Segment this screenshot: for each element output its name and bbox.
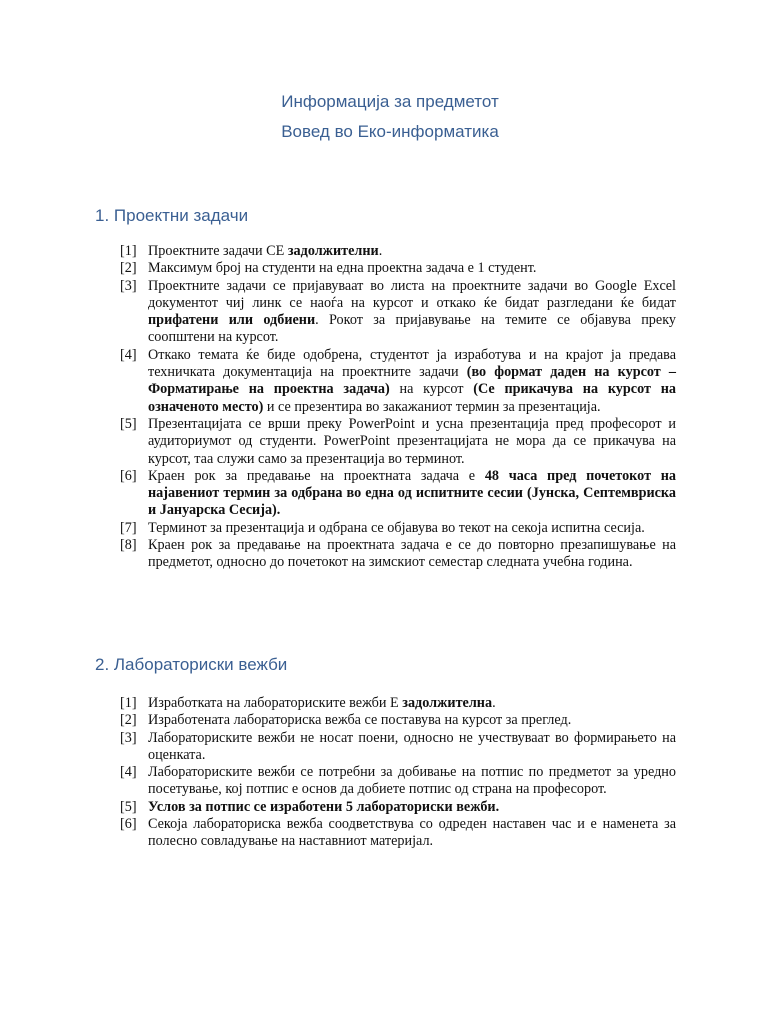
list-item-number: [5] (120, 798, 137, 815)
list-item-number: [4] (120, 346, 137, 363)
section-heading-projects: 1. Проектни задачи (95, 206, 249, 225)
list-item-text: и се презентира во закажаниот термин за презентација. (263, 398, 601, 415)
list-item (120, 764, 676, 799)
list-item (120, 730, 676, 765)
list-item-text: . (492, 695, 496, 711)
list-item (120, 799, 676, 816)
list-item-bold-text: (Се прикачува на курсот на означеното место) (148, 381, 676, 415)
list-item-number: [1] (120, 695, 137, 711)
list-item-text: Презентацијата се врши преку PowerPoint и усна презентација пред професорот и аудиториумот од студенти. PowerPoint презентацијата не мора да се прикачува на курсот, таа служи само за презентација во терминот. (148, 415, 676, 467)
list-item-text: Изработената лабораториска вежба се поставува на курсот за преглед. (148, 712, 572, 729)
list-item (120, 816, 676, 851)
list-item-text: Лабораториските вежби не носат поени, односно не учествуваат во формирањето на оценката. (148, 729, 676, 763)
list-item-text: Проектните задачи се пријавуваат во листа на проектните задачи во Google Excel документот чиј линк се наоѓа на курсот и откако ќе бидат разгледани ќе бидат (148, 277, 676, 311)
list-item-bold-text: задолжителна (402, 695, 493, 711)
list-item-text: Максимум број на студенти на една проектна задача е 1 студент. (148, 260, 537, 277)
list-item-text: Краен рок за предавање на проектната задача е (148, 467, 485, 484)
list-item-number: [4] (120, 764, 137, 781)
list-item (120, 416, 676, 468)
section-heading-labs: 2. Лабораториски вежби (95, 655, 288, 674)
list-item-number: [8] (120, 537, 137, 554)
list-item (120, 468, 676, 520)
list-item-text: Откако темата ќе биде одобрена, студентот ја изработува и на крајот ја предава техничката документација на проектните задачи (148, 346, 676, 381)
list-item-text: Изработката на лабораториските вежби Е (148, 695, 403, 711)
list-item-number: [7] (120, 519, 137, 536)
project-rules-list (120, 243, 676, 572)
list-item-text: Секоја лабораториска вежба соодветствува со одреден наставен час и е наменета за полесно совладување на наставниот материјал. (148, 816, 676, 850)
document-title: Информација за предметот (281, 92, 499, 111)
list-item-number: [5] (120, 415, 137, 432)
list-item-text: Проектните задачи СЕ (148, 243, 288, 259)
list-item-bold-text: задолжителни (287, 243, 379, 259)
list-item (120, 695, 676, 712)
list-item (120, 712, 676, 729)
list-item-bold-text: (во формат даден на курсот – Форматирање на проектна задача) (148, 364, 676, 398)
list-item (120, 520, 676, 537)
list-item-bold-text: 48 часа пред почетокот на најавениот термин за одбрана во една од испитните сесии (Јунска, Септемвриска и Јануарска Сесија). (148, 467, 677, 519)
list-item (120, 347, 676, 416)
list-item-number: [3] (120, 277, 137, 294)
list-item-number: [1] (120, 243, 137, 259)
list-item-text: Терминот за презентација и одбрана се објавува во текот на секоја испитна сесија. (148, 519, 645, 536)
list-item-text: . (378, 243, 383, 259)
list-item-bold-text: Услов за потпис се изработени 5 лабораториски вежби. (148, 798, 500, 815)
lab-rules-list (120, 695, 676, 851)
list-item (120, 243, 676, 260)
list-item-number: [6] (120, 816, 137, 833)
list-item-number: [3] (120, 729, 137, 746)
list-item-text: . Рокот за пријавување на темите се објавува преку соопштени на курсот. (148, 312, 676, 346)
list-item-text: на курсот (389, 381, 474, 398)
list-item-number: [2] (120, 712, 137, 729)
list-item (120, 537, 676, 572)
course-title: Вовед во Еко-информатика (281, 122, 499, 141)
list-item-number: [2] (120, 260, 137, 277)
list-item (120, 278, 676, 347)
list-item-text: Лабораториските вежби се потребни за добивање на потпис по предметот за уредно посетување, кој потпис е основ да добиете потпис од страна на професорот. (148, 764, 676, 798)
list-item-number: [6] (120, 467, 137, 484)
list-item (120, 260, 676, 277)
list-item-text: Краен рок за предавање на проектната задача е се до повторно презапишување на предметот, односно до почетокот на зимскиот семестар следната учебна година. (148, 537, 676, 571)
list-item-bold-text: прифатени или одбиени (148, 312, 316, 329)
